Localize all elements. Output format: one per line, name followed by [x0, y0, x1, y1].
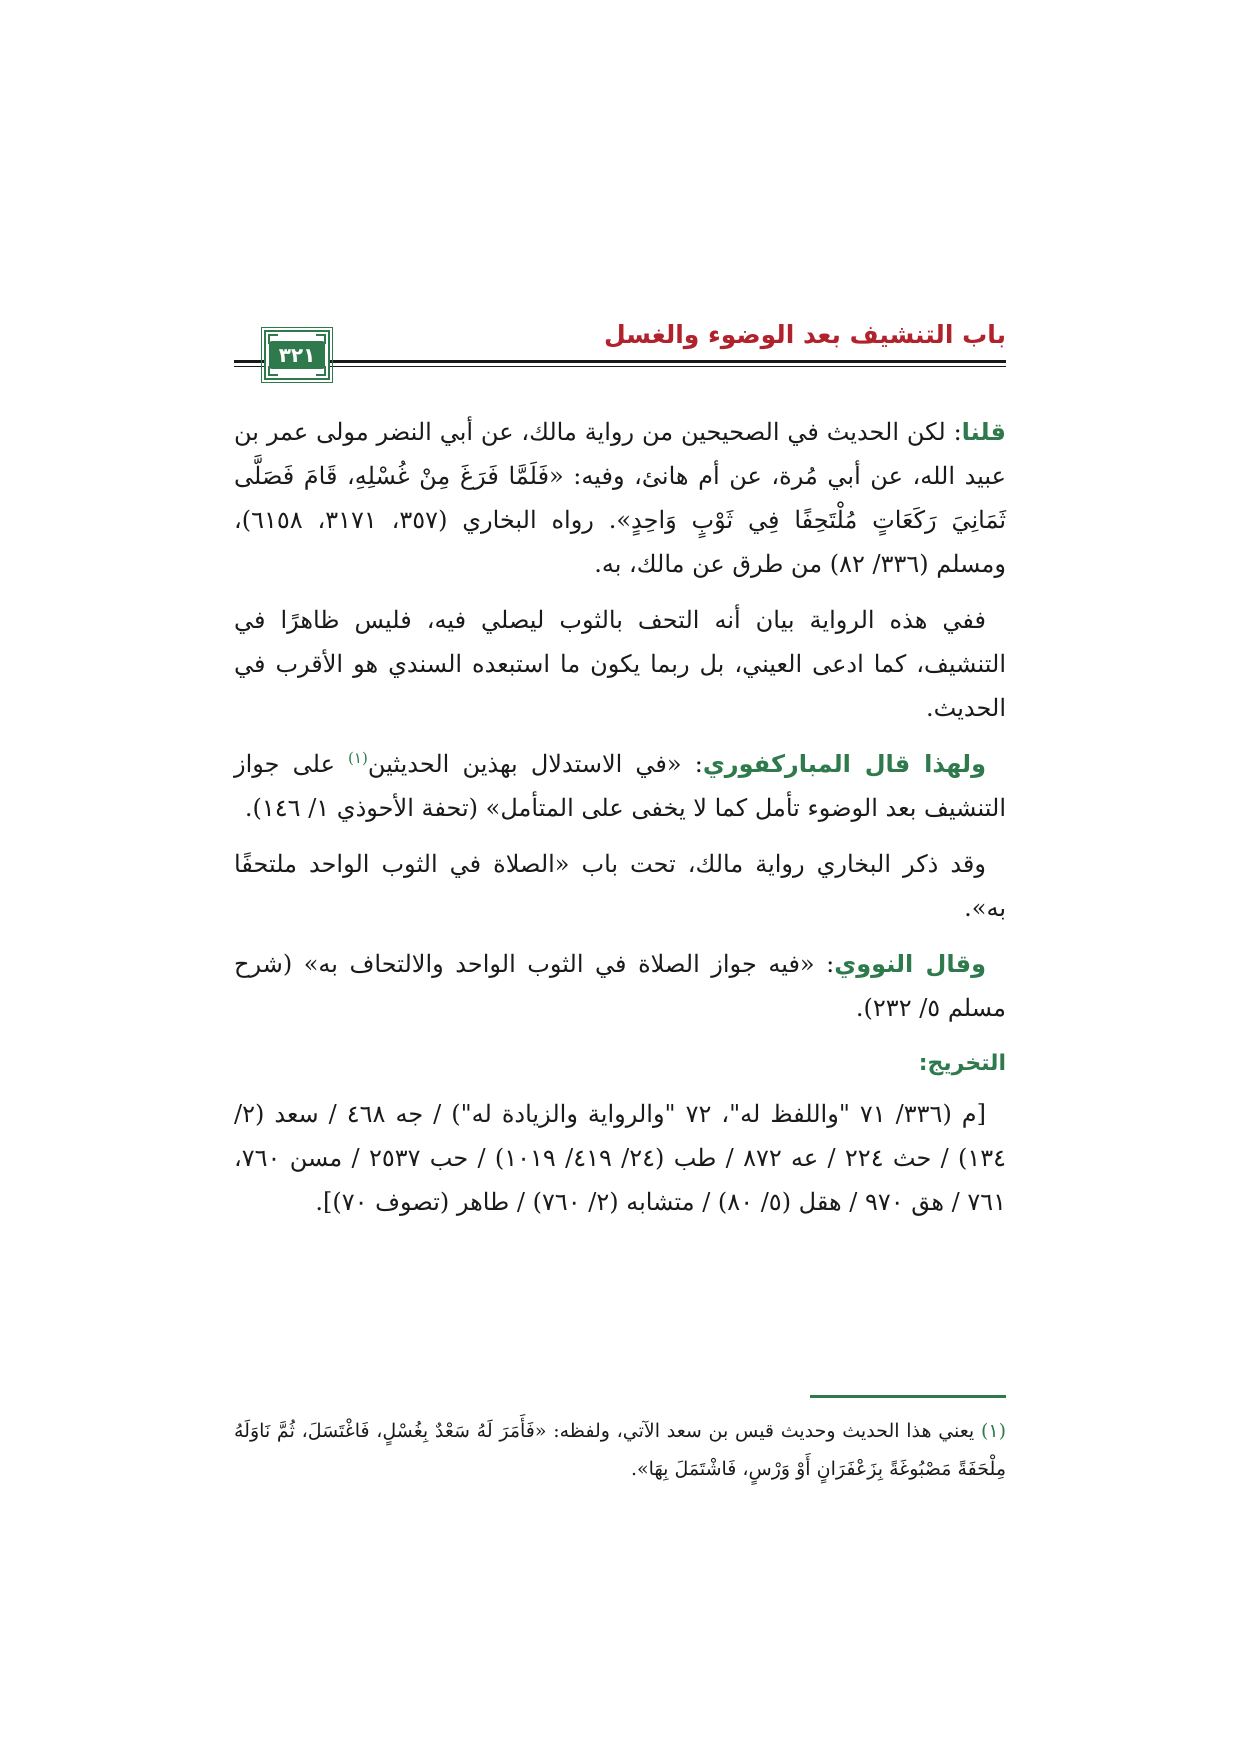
lead-label: ولهذا قال المباركفوري: [702, 750, 986, 778]
footnotes: [234, 1412, 1006, 1488]
paragraph-text: وقد ذكر البخاري رواية مالك، تحت باب «الصلاة في الثوب الواحد ملتحفًا به».: [234, 850, 1006, 922]
lead-label: قلنا: [961, 418, 1006, 446]
page-header: [234, 318, 1006, 378]
paragraph-nawawi: وقال النووي: «فيه جواز الصلاة في الثوب الواحد والالتحاف به» (شرح مسلم ٥/ ٢٣٢).: [234, 950, 1006, 1022]
takhrij-text: [م (٣٣٦/ ٧١ "واللفظ له"، ٧٢ "والرواية والزيادة له") / جه ٤٦٨ / سعد (٢/ ١٣٤) / حث ٢٢٤ / عه ٨٧٢ / طب (٢٤/ ٤١٩/ ١٠١٩) / حب ٢٥٣٧ / مسن ٧٦٠، ٧٦١ / هق ٩٧٠ / هقل (٥/ ٨٠) / متشابه (٢/ ٧٦٠) / طاهر (تصوف ٧٠)].: [234, 1100, 1006, 1216]
footnote-divider: [810, 1395, 1006, 1398]
footnote-marker: (١): [980, 1420, 1006, 1442]
paragraph-qulna: قلنا: لكن الحديث في الصحيحين من رواية مالك، عن أبي النضر مولى عمر بن عبيد الله، عن أبي مُرة، عن أم هانئ، وفيه: «فَلَمَّا فَرَغَ مِنْ غُسْلِهِ، قَامَ فَصَلَّى ثَمَانِيَ رَكَعَاتٍ مُلْتَحِفًا فِي ثَوْبٍ وَاحِدٍ». رواه البخاري (٣٥٧، ٣١٧١، ٦١٥٨)، ومسلم (٣٣٦/ ٨٢) من طرق عن مالك، به.: [234, 418, 1007, 578]
paragraph-text: «فيه جواز الصلاة في الثوب الواحد والالتحاف به» (شرح مسلم ٥/ ٢٣٢).: [234, 950, 1006, 1022]
lead-label: وقال النووي: [834, 950, 986, 978]
page-number-badge: [264, 330, 330, 380]
footnote-text: يعني هذا الحديث وحديث قيس بن سعد الآتي، ولفظه: «فَأَمَرَ لَهُ سَعْدٌ بِغُسْلٍ، فَاغْتَسَلَ، ثُمَّ نَاوَلَهُ مِلْحَفَةً مَصْبُوغَةً بِزَعْفَرَانٍ أَوْ وَرْسٍ، فَاشْتَمَلَ بِهَا».: [234, 1420, 1006, 1480]
footnote-reference[interactable]: (١): [348, 749, 368, 767]
ornament-corner-icon: [268, 334, 278, 344]
paragraph-text: لكن الحديث في الصحيحين من رواية مالك، عن أبي النضر مولى عمر بن عبيد الله، عن أبي مُرة، عن أم هانئ، وفيه: «فَلَمَّا فَرَغَ مِنْ غُسْلِهِ، قَامَ فَصَلَّى ثَمَانِيَ رَكَعَاتٍ مُلْتَحِفًا فِي ثَوْبٍ وَاحِدٍ». رواه البخاري (٣٥٧، ٣١٧١، ٦١٥٨)، ومسلم (٣٣٦/ ٨٢) من طرق عن مالك، به.: [234, 418, 1007, 578]
footnote-item: [234, 1412, 1006, 1488]
chapter-title: باب التنشيف بعد الوضوء والغسل: [603, 320, 1006, 349]
header-rule-thick: [234, 360, 1006, 363]
takhrij-heading: التخريج:: [918, 1051, 1006, 1076]
paragraph-bukhari: [234, 842, 1006, 930]
ornament-corner-icon: [268, 366, 278, 376]
paragraph-mubarakfuri: ولهذا قال المباركفوري: «في الاستدلال بهذين الحديثين$^{(١)}$ على جواز التنشيف بعد الوضوء تأمل كما لا يخفى على المتأمل» (تحفة الأحوذي ١/ ١٤٦).: [234, 749, 1006, 822]
quote-text-continued: على جواز التنشيف بعد الوضوء تأمل كما لا يخفى على المتأمل» (تحفة الأحوذي ١/ ١٤٦).: [234, 750, 1006, 822]
quote-text: «في الاستدلال بهذين الحديثين: [367, 750, 682, 778]
header-rule-thin: [234, 366, 1006, 367]
page-number: ٣٢١: [269, 341, 326, 369]
ornament-corner-icon: [316, 334, 326, 344]
ornament-corner-icon: [316, 366, 326, 376]
paragraph-text: ففي هذه الرواية بيان أنه التحف بالثوب ليصلي فيه، فليس ظاهرًا في التنشيف، كما ادعى العيني، بل ربما يكون ما استبعده السندي هو الأقرب في الحديث.: [234, 606, 1006, 722]
paragraph-commentary: [234, 598, 1006, 730]
main-text: [234, 410, 1006, 1236]
